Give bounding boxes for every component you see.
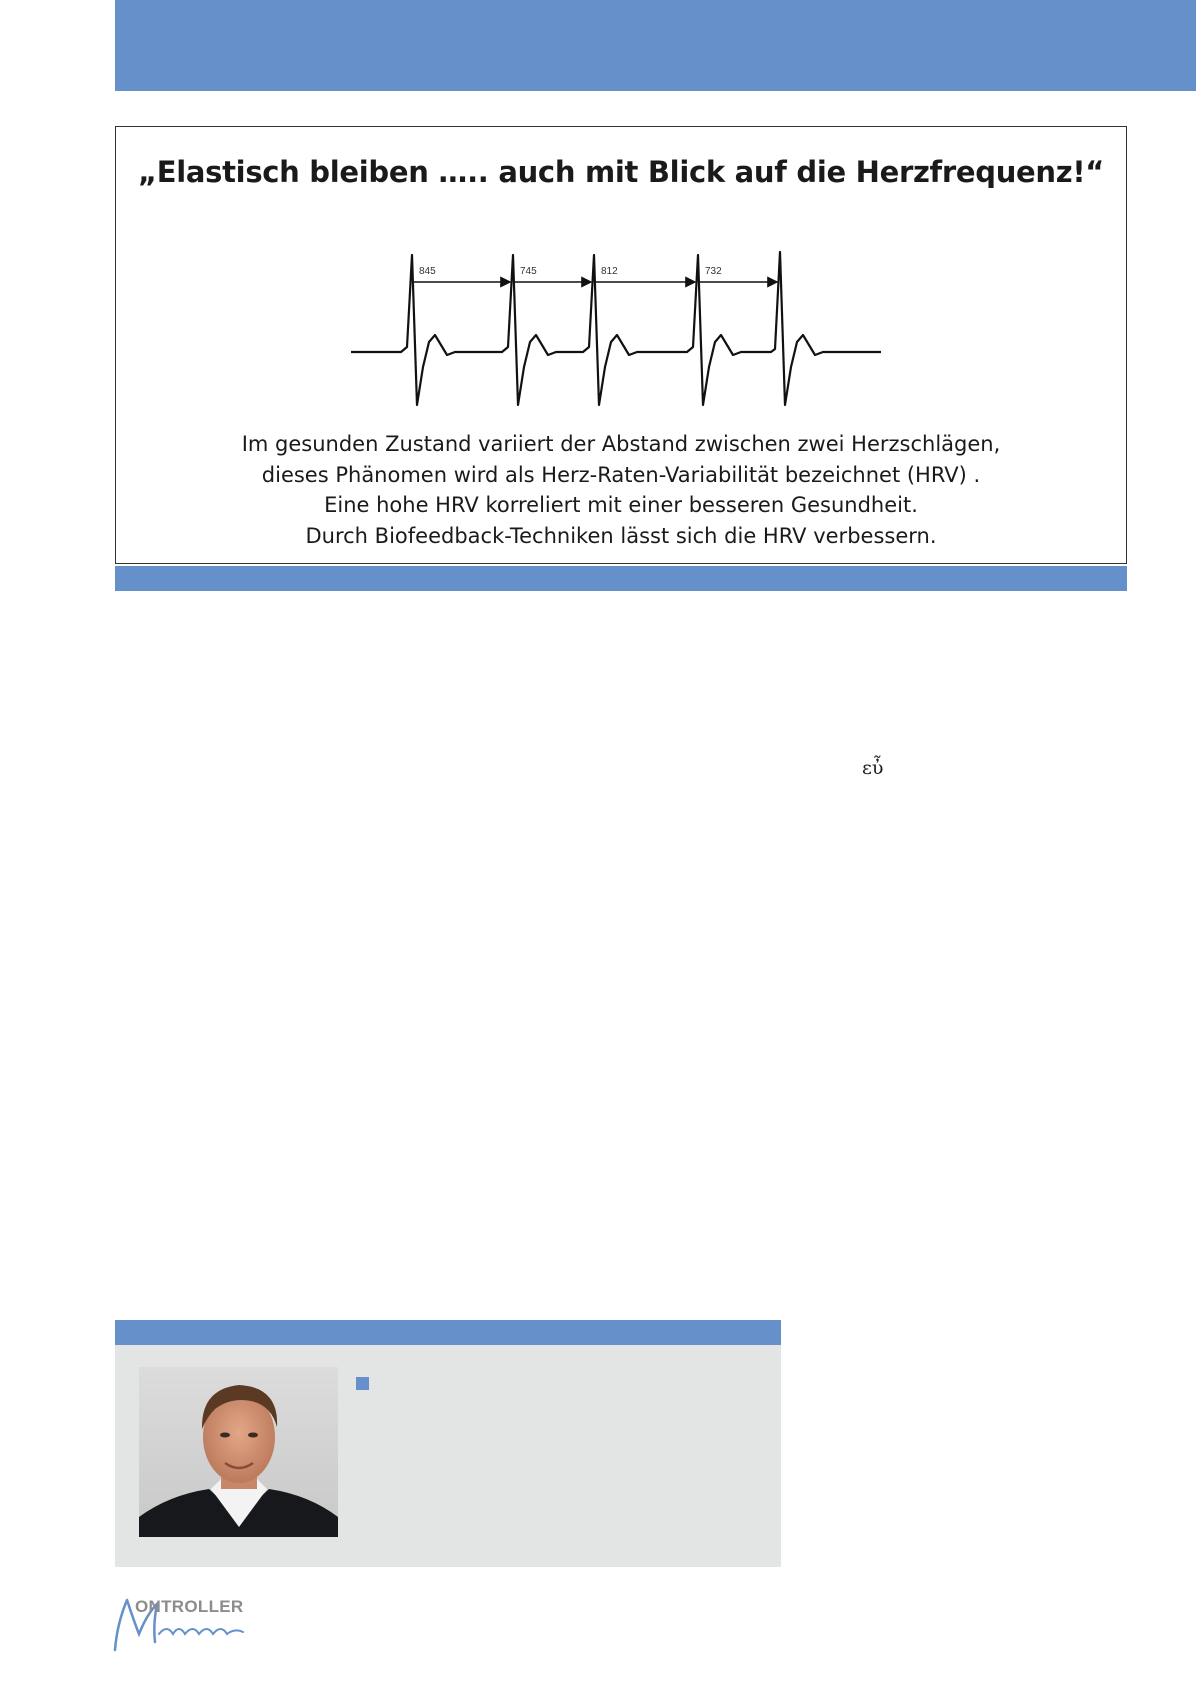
logo-wordmark: ONTROLLER: [135, 1597, 244, 1616]
author-band: [115, 1320, 781, 1345]
author-box: [115, 1345, 781, 1567]
interval-label: 745: [520, 266, 537, 277]
info-line: Eine hohe HRV korreliert mit einer besseren Gesundheit.: [324, 493, 918, 517]
interval-label: 732: [705, 266, 722, 277]
interval-label: 845: [419, 266, 436, 277]
stray-glyph: εὖ: [862, 757, 884, 779]
bullet-square: [356, 1377, 369, 1390]
info-line: Im gesunden Zustand variiert der Abstand zwischen zwei Herzschlägen,: [241, 432, 1001, 456]
controller-magazin-logo: [113, 1594, 263, 1652]
info-box: [115, 126, 1127, 564]
header-band: [115, 0, 1196, 91]
interval-label: 812: [601, 266, 618, 277]
info-line: dieses Phänomen wird als Herz-Raten-Variabilität bezeichnet (HRV) .: [261, 462, 981, 487]
info-box-footer-band: [115, 566, 1127, 591]
author-portrait: [139, 1367, 338, 1537]
ecg-trace-figure: [351, 227, 891, 427]
info-box-text: [116, 429, 1126, 551]
info-box-title: „Elastisch bleiben ….. auch mit Blick auf die Herzfrequenz!“: [137, 155, 1105, 189]
info-line: Durch Biofeedback-Techniken lässt sich die HRV verbessern.: [305, 523, 937, 548]
